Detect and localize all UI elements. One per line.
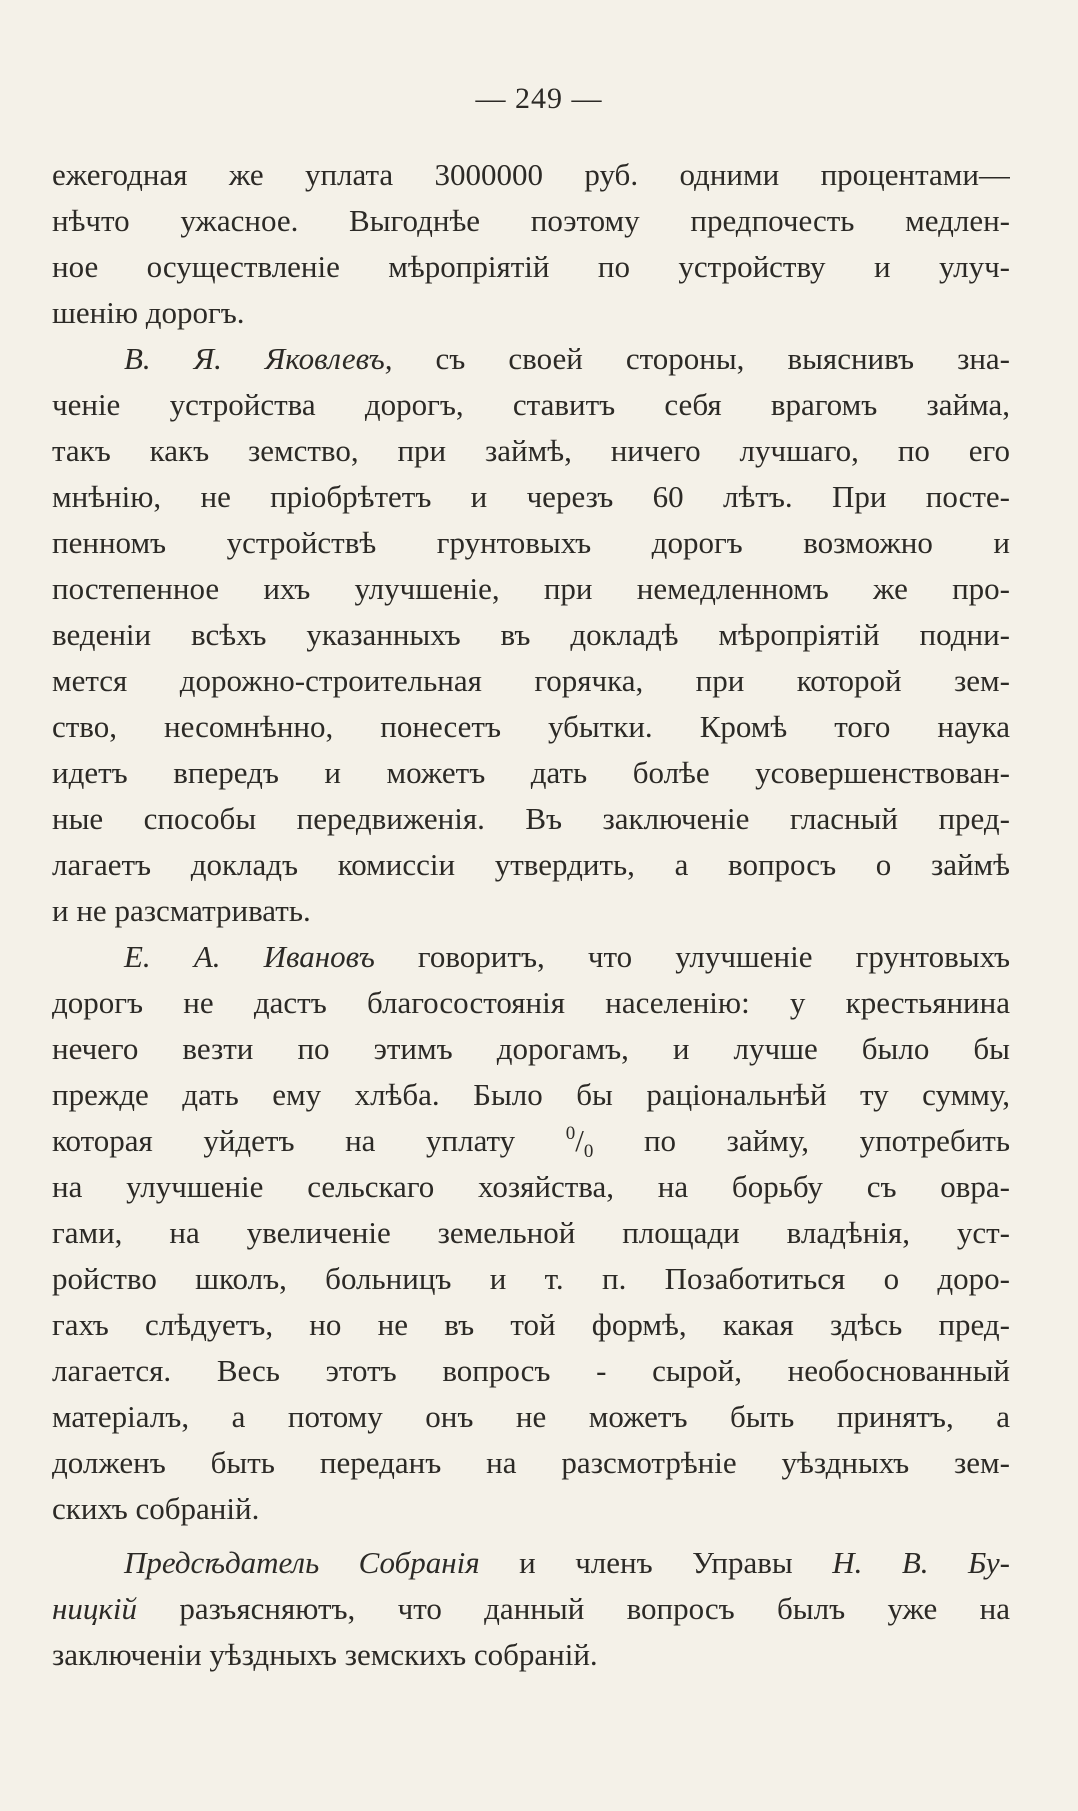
text-line	[52, 1540, 1010, 1586]
text-line: мнѣнію, не пріобрѣтетъ и черезъ 60 лѣтъ. При посте-	[52, 479, 1010, 514]
speaker-name: Н. В. Бу-	[832, 1545, 1010, 1580]
text-line: шенію дорогъ.	[52, 295, 245, 330]
speaker-name: ницкій	[52, 1591, 137, 1626]
text-line: лагается. Весь этотъ вопросъ - сырой, необоснованный	[52, 1353, 1010, 1388]
text-line	[52, 1118, 1010, 1164]
text-line: на улучшеніе сельскаго хозяйства, на борьбу съ овра-	[52, 1169, 1010, 1204]
paragraph-4	[52, 1540, 1010, 1678]
text-line: ное осуществленіе мѣропріятій по устройству и улуч-	[52, 249, 1010, 284]
text-line: такъ какъ земство, при займѣ, ничего лучшаго, по его	[52, 433, 1010, 468]
text-line: ство, несомнѣнно, понесетъ убытки. Кромѣ того наука	[52, 709, 1010, 744]
text-run: разъясняютъ, что данный вопросъ былъ уже на	[137, 1591, 1010, 1626]
text-line: гахъ слѣдуетъ, но не въ той формѣ, какая здѣсь пред-	[52, 1307, 1010, 1342]
percent-slash: /	[575, 1123, 584, 1158]
text-line: гами, на увеличеніе земельной площади владѣнія, уст-	[52, 1215, 1010, 1250]
text-line	[52, 1586, 1010, 1632]
speaker-name: Предсѣдатель Собранія	[124, 1545, 480, 1580]
text-line: постепенное ихъ улучшеніе, при немедленномъ же про-	[52, 571, 1010, 606]
text-line: веденіи всѣхъ указанныхъ въ докладѣ мѣропріятій подни-	[52, 617, 1010, 652]
speaker-name: В. Я. Яковлевъ,	[124, 341, 393, 376]
text-line	[52, 336, 1010, 382]
text-run: съ своей стороны, выяснивъ зна-	[392, 341, 1010, 376]
text-line: ежегодная же уплата 3000000 руб. одними процентами—	[52, 157, 1010, 192]
text-line: идетъ впередъ и можетъ дать болѣе усовершенствован-	[52, 755, 1010, 790]
text-line: и не разсматривать.	[52, 893, 311, 928]
text-line: ченіе устройства дорогъ, ставитъ себя врагомъ займа,	[52, 387, 1010, 422]
paragraph-3	[52, 934, 1010, 1532]
text-line: прежде дать ему хлѣба. Было бы раціональнѣй ту сумму,	[52, 1077, 1010, 1112]
text-line: ройство школъ, больницъ и т. п. Позаботиться о доро-	[52, 1261, 1010, 1296]
text-line: лагаетъ докладъ комиссіи утвердить, а вопросъ о займѣ	[52, 847, 1010, 882]
percent-subscript: 0	[583, 1141, 594, 1162]
text-line: пенномъ устройствѣ грунтовыхъ дорогъ возможно и	[52, 525, 1010, 560]
text-run: по займу, употребить	[593, 1123, 1010, 1158]
text-line: заключеніи уѣздныхъ земскихъ собраній.	[52, 1637, 598, 1672]
text-line	[52, 934, 1010, 980]
text-line: скихъ собраній.	[52, 1491, 260, 1526]
speaker-name: Е. А. Ивановъ	[124, 939, 375, 974]
text-run: говоритъ, что улучшеніе грунтовыхъ	[374, 939, 1010, 974]
page-number: — 249 —	[475, 82, 603, 115]
text-line: матеріалъ, а потому онъ не можетъ быть принятъ, а	[52, 1399, 1010, 1434]
text-line: нѣчто ужасное. Выгоднѣе поэтому предпочесть медлен-	[52, 203, 1010, 238]
text-line: нечего везти по этимъ дорогамъ, и лучше было бы	[52, 1031, 1010, 1066]
page-body	[52, 152, 1010, 1678]
text-line: долженъ быть переданъ на разсмотрѣніе уѣздныхъ зем-	[52, 1445, 1010, 1480]
percent-superscript: 0	[565, 1123, 576, 1144]
text-line: мется дорожно-строительная горячка, при которой зем-	[52, 663, 1010, 698]
text-run: и членъ Управы	[479, 1545, 833, 1580]
paragraph-2	[52, 336, 1010, 934]
text-run: которая уйдетъ на уплату	[52, 1123, 566, 1158]
paragraph-1	[52, 152, 1010, 336]
text-line: дорогъ не дастъ благосостоянія населенію: у крестьянина	[52, 985, 1010, 1020]
text-line: ные способы передвиженія. Въ заключеніе гласный пред-	[52, 801, 1010, 836]
